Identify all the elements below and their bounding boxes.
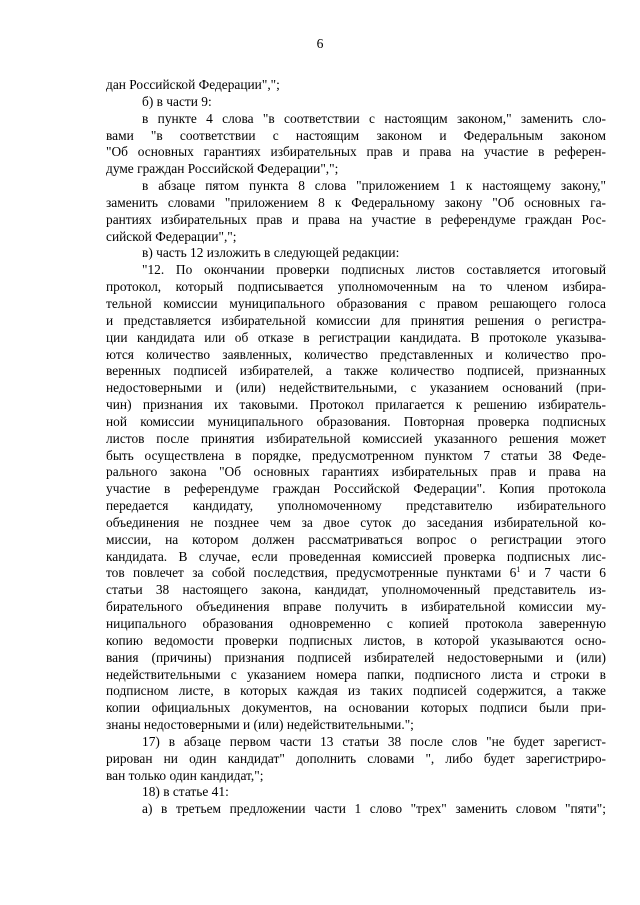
text-line [106,717,606,734]
text-line [106,195,606,212]
text-line [106,650,606,667]
text-line [106,245,606,262]
text-line [106,448,606,465]
text-line [106,212,606,229]
document-body [106,77,606,818]
line-text: веренных подписей избирателей, а также количество подписей, признанных [106,363,606,379]
text-line [106,262,606,279]
text-line [106,734,606,751]
line-text: передается кандидату, уполномоченному представителю избирательного [106,498,606,514]
text-line [106,161,606,178]
text-line [106,751,606,768]
text-line [106,532,606,549]
line-text: ван только один кандидат,"; [106,767,264,783]
line-text: рантиях избирательных прав и права на участие в референдуме граждан Рос- [106,211,606,227]
text-line [106,582,606,599]
text-line [106,380,606,397]
line-text: тов повлечет за собой последствия, предусмотренные пунктами 6 [106,565,517,581]
line-text: ниципального образования одновременно с копией протокола заверенную [106,616,606,631]
line-text: ции кандидата или об отказе в регистрации кандидата. В протоколе указыва- [106,329,606,345]
text-line [106,144,606,161]
line-text: недостоверными и (или) недействительными, с указанием оснований (при- [106,380,606,396]
line-text-continued: и 7 части 6 [520,565,607,581]
text-line [106,768,606,785]
line-text: ются количество заявленных, количество представленных и количество про- [106,346,606,362]
text-line [106,599,606,616]
line-text: объединения не позднее чем за двое суток до заседания избирательной ко- [106,514,606,530]
text-line [106,549,606,566]
line-text: в пункте 4 слова "в соответствии с настоящим законом," заменить сло- [142,110,606,126]
superscript: 1 [516,565,521,575]
line-text: заменить словами "приложением 8 к Федеральному закону "Об основных га- [106,194,606,210]
text-line [106,633,606,650]
text-line [106,565,606,582]
line-text: листов после принятия избирательной комиссией указанного решения может [106,430,606,446]
line-text: протокол, который подписывается уполномоченным на то членом избира- [106,279,606,295]
line-text: в) часть 12 изложить в следующей редакции: [142,245,400,261]
text-line [106,784,606,801]
line-text: а) в третьем предложении части 1 слово "трех" заменить словом "пяти"; [142,801,606,817]
line-text: 17) в абзаце первом части 13 статьи 38 после слов "не будет зарегист- [142,733,606,749]
text-line [106,667,606,684]
text-line [106,616,606,633]
line-text: 18) в статье 41: [142,784,229,800]
text-line [106,431,606,448]
text-line [106,330,606,347]
text-line [106,77,606,94]
text-line [106,279,606,296]
text-line [106,363,606,380]
line-text: "Об основных гарантиях избирательных прав и права на участие в референ- [106,144,606,160]
text-line [106,178,606,195]
line-text: б) в части 9: [142,93,212,109]
line-text: "12. По окончании проверки подписных листов составляется итоговый [142,262,606,278]
text-line [106,515,606,532]
text-line [106,498,606,515]
text-line [106,313,606,330]
line-text: подписном листе, в которых каждая из таких подписей содержится, а также [106,683,606,699]
line-text: рального закона "Об основных гарантиях избирательных прав и права на [106,464,606,480]
line-text: чин) признания их таковыми. Протокол прилагается к решению избиратель- [106,397,606,413]
page-number: 6 [316,36,324,51]
line-text: миссии, на котором должен рассматриваться вопрос о регистрации этого [106,531,606,547]
line-text: копию ведомости проверки подписных листов, в которой указываются осно- [106,632,606,648]
line-text: копии официальных документов, на основании которых подписи были при- [106,700,606,716]
line-text: и представляется избирательной комиссии для принятия решения о регистра- [106,312,606,328]
line-text: думе граждан Российской Федерации","; [106,161,339,177]
text-line [106,229,606,246]
text-line [106,296,606,313]
text-line [106,128,606,145]
line-text: сийской Федерации","; [106,228,237,244]
line-text: вами "в соответствии с настоящим законом и Федеральным законом [106,127,606,143]
line-text: бирательного объединения вправе получить в избирательной комиссии му- [106,599,606,615]
text-line [106,683,606,700]
text-line [106,347,606,364]
line-text: быть осуществлена в порядке, предусмотренном пунктом 7 статьи 38 Феде- [106,447,606,463]
text-line [106,397,606,414]
text-line [106,111,606,128]
line-text: в абзаце пятом пункта 8 слова "приложением 1 к настоящему закону," [142,178,606,194]
line-text: рирован ни один кандидат" дополнить словами ", либо будет зарегистриро- [106,750,606,766]
line-text: участие в референдуме граждан Российской Федерации". Копия протокола [106,481,606,497]
line-text: знаны недостоверными и (или) недействительными."; [106,717,414,733]
text-line [106,94,606,111]
text-line [106,481,606,498]
line-text: статьи 38 настоящего закона, кандидат, уполномоченный представитель из- [106,582,606,598]
text-line [106,464,606,481]
line-text: недействительными с указанием номера папки, подписного листа и строки в [106,666,606,682]
text-line [106,801,606,818]
line-text: кандидата. В случае, если проведенная комиссией проверка подписных лис- [106,548,606,564]
text-line [106,700,606,717]
line-text: вания (причины) признания подписей избирателей недостоверными и (или) [106,649,606,665]
line-text: ной комиссии муниципального образования. Повторная проверка подписных [106,413,606,429]
text-line [106,414,606,431]
line-text: тельной комиссии муниципального образования с правом решающего голоса [106,295,606,311]
line-text: дан Российской Федерации","; [106,77,280,92]
